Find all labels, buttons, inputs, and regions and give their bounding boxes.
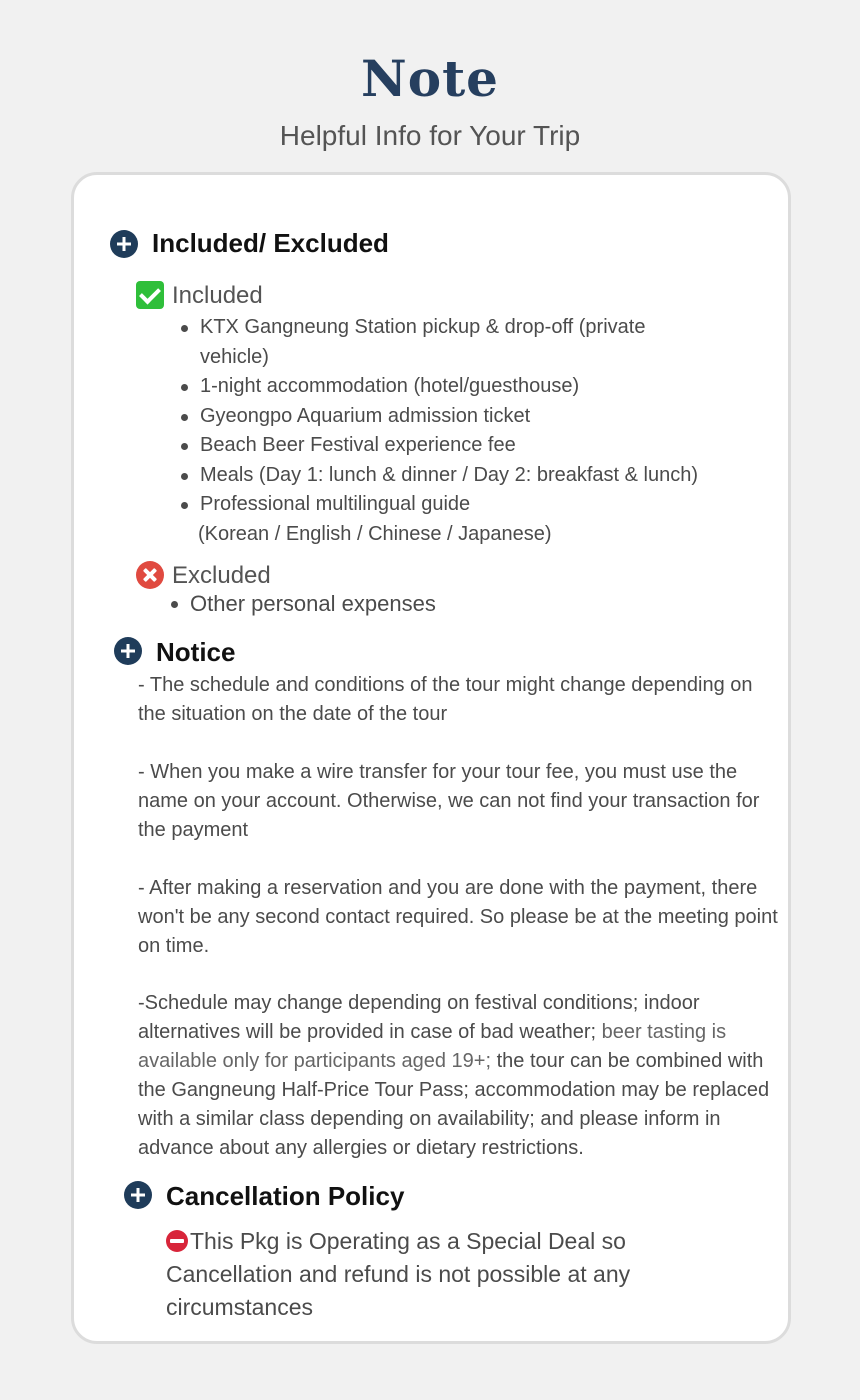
cancellation-text xyxy=(166,1225,726,1324)
notice-paragraph-2: - When you make a wire transfer for your tour fee, you must use the name on your account. Otherwise, we can not find your transaction for the payment xyxy=(138,761,760,841)
notice-paragraph-3: - After making a reservation and you are done with the payment, there won't be any second contact required. So please be at the meeting point on time. xyxy=(138,877,778,957)
section-title-notice: Notice xyxy=(156,637,236,667)
included-item-2: 1-night accommodation (hotel/guesthouse) xyxy=(200,375,580,397)
included-list xyxy=(178,313,778,549)
excluded-label: Excluded xyxy=(172,562,271,589)
list-item xyxy=(178,402,778,432)
included-item-1-line-2: vehicle) xyxy=(200,345,269,368)
included-label: Included xyxy=(172,282,263,309)
list-item xyxy=(178,490,778,549)
list-item xyxy=(178,461,778,491)
notice-paragraph-4-part-1: -Schedule may change depending on festival conditions; indoor alternatives will be provided in case of bad weather; xyxy=(138,992,700,1043)
notice-paragraph-4-part-3: the tour can be combined with the Gangneung Half-Price Tour Pass; accommodation may be replaced with a similar class depending on availability; and please inform in advance about any allergies or dietary restrictions. xyxy=(138,1050,770,1159)
list-item xyxy=(178,313,778,372)
list-item xyxy=(178,431,778,461)
cancellation-text-content: This Pkg is Operating as a Special Deal so Cancellation and refund is not possible at any circumstances xyxy=(166,1228,631,1320)
page-title: Note xyxy=(361,49,499,108)
included-item-4: Beach Beer Festival experience fee xyxy=(200,434,516,456)
included-item-3: Gyeongpo Aquarium admission ticket xyxy=(200,404,531,427)
included-item-5: Meals (Day 1: lunch & dinner / Day 2: breakfast & lunch) xyxy=(200,463,699,486)
included-item-1-line-1: KTX Gangneung Station pickup & drop-off (private xyxy=(200,316,646,338)
plus-circle-icon xyxy=(124,1181,152,1209)
plus-circle-icon xyxy=(110,230,138,258)
x-circle-icon xyxy=(136,561,164,589)
notice-paragraph-4-part-2: beer tasting is available only for participants aged 19+; xyxy=(138,1021,727,1072)
excluded-item-1: Other personal expenses xyxy=(190,591,436,616)
list-item xyxy=(178,372,778,402)
no-entry-icon xyxy=(166,1230,188,1252)
section-title-cancellation: Cancellation Policy xyxy=(166,1181,405,1211)
notice-paragraph-4 xyxy=(138,989,774,1163)
included-item-6-line-2: (Korean / English / Chinese / Japanese) xyxy=(198,522,552,545)
list-item xyxy=(168,589,768,619)
info-card xyxy=(71,172,791,1344)
plus-circle-icon xyxy=(114,637,142,665)
excluded-list xyxy=(168,589,768,619)
included-item-6-line-1: Professional multilingual guide xyxy=(200,493,471,515)
check-box-icon xyxy=(136,281,164,309)
page-subtitle: Helpful Info for Your Trip xyxy=(279,120,581,151)
section-title-included-excluded: Included/ Excluded xyxy=(152,228,389,258)
notice-paragraph-1: - The schedule and conditions of the tour might change depending on the situation on the date of the tour xyxy=(138,674,753,725)
